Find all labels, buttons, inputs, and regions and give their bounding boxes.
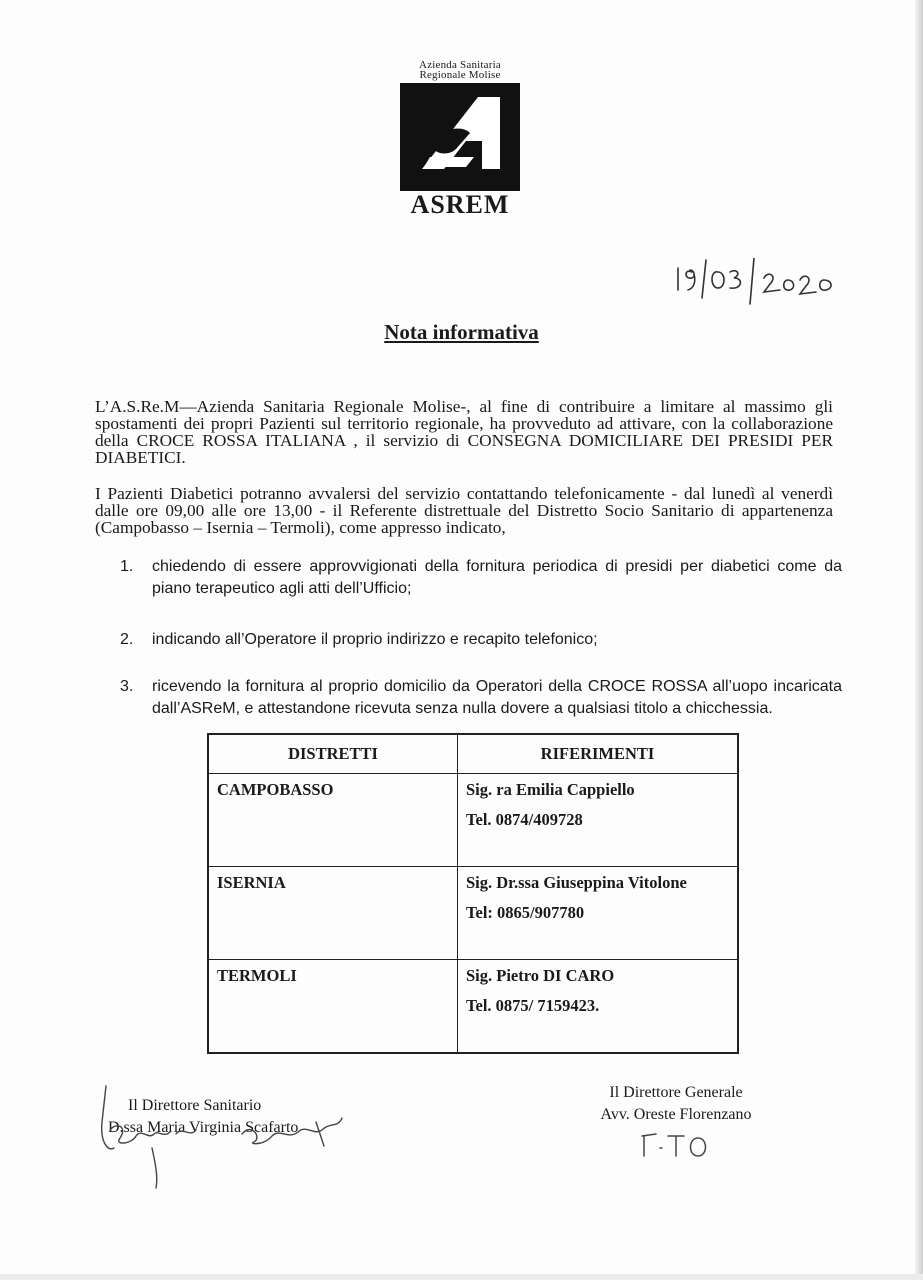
general-director-role: Il Direttore Generale: [609, 1084, 743, 1101]
list-item-number: 2.: [120, 631, 134, 648]
logo-name: ASREM: [410, 190, 510, 219]
table-row: [209, 774, 738, 867]
sanitary-director-role: Il Direttore Sanitario: [128, 1097, 262, 1114]
district-cell: CAMPOBASSO: [209, 774, 458, 867]
logo-org-line2: Regionale Molise: [419, 69, 501, 81]
list-item-text: ricevendo la fornitura al proprio domicilio da Operatori della CROCE ROSSA all’uopo incaricata dall’ASReM, e attestandone ricevuta senza nulla dovere a qualsiasi titolo a chicchessia.: [152, 678, 842, 717]
reference-cell: [458, 774, 738, 867]
header-references: RIFERIMENTI: [458, 735, 738, 774]
general-director-signature-block: [576, 1082, 776, 1126]
reference-contact: Sig. Pietro DI CARO: [466, 966, 615, 985]
table-row: [209, 867, 738, 960]
asrem-logo: [396, 60, 524, 219]
logo-org-line1: Azienda Sanitaria: [419, 59, 501, 71]
document-title-text: Nota informativa: [384, 320, 539, 344]
document-title: [0, 320, 923, 345]
reference-cell: [458, 867, 738, 960]
table-row: [209, 960, 738, 1053]
list-item-number: 1.: [120, 558, 134, 575]
district-cell: ISERNIA: [209, 867, 458, 960]
reference-contact: Sig. ra Emilia Cappiello: [466, 780, 635, 799]
sanitary-director-name: D.ssa Maria Virginia Scafarto: [108, 1119, 299, 1136]
reference-phone: Tel. 0875/ 7159423.: [466, 996, 600, 1015]
district-cell: TERMOLI: [209, 960, 458, 1053]
page-bottom-edge: [0, 1274, 923, 1280]
intro-paragraph: L’A.S.Re.M—Azienda Sanitaria Regionale Molise-, al fine di contribuire a limitare al massimo gli spostamenti dei propri Pazienti sul territorio regionale, ha provveduto ad attivare, con la collaborazione della CROCE ROSSA ITALIANA , il servizio di CONSEGNA DOMICILIARE DEI PRESIDI PER DIABETICI.: [95, 397, 833, 467]
handwritten-date: [672, 258, 852, 308]
districts-table: [207, 733, 739, 1054]
reference-phone: Tel: 0865/907780: [466, 903, 585, 922]
logo-a-mark-icon: [400, 83, 520, 191]
service-paragraph: I Pazienti Diabetici potranno avvalersi del servizio contattando telefonicamente - dal lunedì al venerdì dalle ore 09,00 alle ore 13,00 - il Referente distrettuale del Distretto Socio Sanitario di appartenenza (Campobasso – Isernia – Termoli), come appresso indicato,: [95, 484, 833, 537]
list-item-text: chiedendo di essere approvvigionati della fornitura periodica di presidi per diabetici come da piano terapeutico agli atti dell’Ufficio;: [152, 558, 842, 597]
handwritten-signature-icon: [92, 1082, 352, 1192]
list-item-text: indicando all’Operatore il proprio indirizzo e recapito telefonico;: [152, 631, 598, 648]
header-districts: DISTRETTI: [209, 735, 458, 774]
reference-cell: [458, 960, 738, 1053]
list-item-number: 3.: [120, 678, 134, 695]
handwritten-fto-mark: [636, 1130, 716, 1160]
page-edge-shadow: [915, 0, 923, 1280]
table-header-row: [209, 735, 738, 774]
reference-phone: Tel. 0874/409728: [466, 810, 583, 829]
reference-contact: Sig. Dr.ssa Giuseppina Vitolone: [466, 873, 687, 892]
general-director-name: Avv. Oreste Florenzano: [600, 1106, 752, 1123]
